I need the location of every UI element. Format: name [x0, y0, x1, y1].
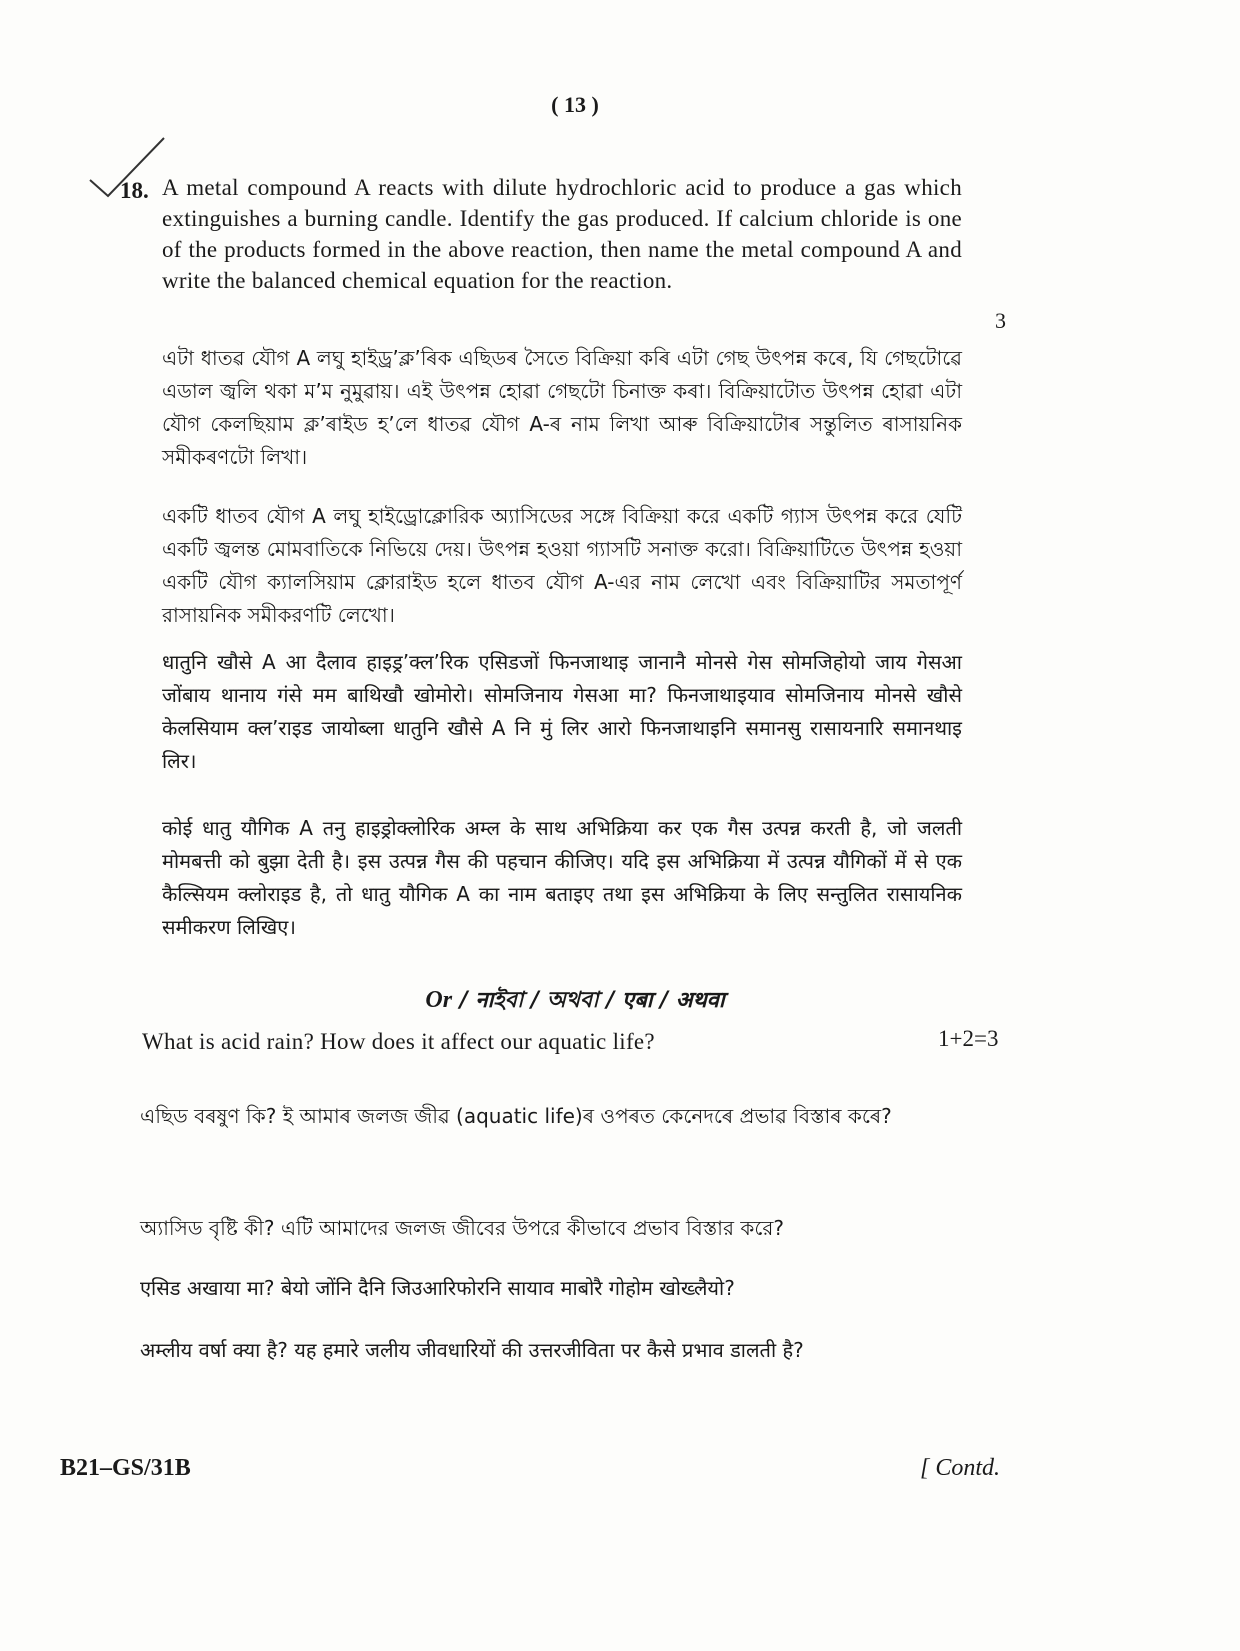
alternative-bodo: एसिड अखाया मा? बेयो जोंनि दैनि जिउआरिफोरनि सायाव माबोरै गोहोम खोख्लैयो?	[140, 1276, 735, 1300]
question-marks: 3	[995, 308, 1006, 333]
question-number: 18.	[120, 178, 149, 203]
question-bengali: একটি ধাতব যৌগ A লঘু হাইড্রোক্লোরিক অ্যাসিডের সঙ্গে বিক্রিয়া করে একটি গ্যাস উৎপন্ন করে যেটি একটি জ্বলন্ত মোমবাতিকে নিভিয়ে দেয়। উৎপন্ন হওয়া গ্যাসটি সনাক্ত করো। বিক্রিয়াটিতে উৎপন্ন হওয়া একটি যৌগ ক্যালসিয়াম ক্লোরাইড হলে ধাতব যৌগ A-এর নাম লেখো এবং বিক্রিয়াটির সমতাপূর্ণ রাসায়নিক সমীকরণটি লেখো।	[162, 504, 962, 627]
or-separator-rest: / नाইবা / অথবা / एबा / अथवा	[452, 988, 725, 1013]
question-english: A metal compound A reacts with dilute hydrochloric acid to produce a gas which extinguishes a burning candle. Identify the gas produced. If calcium chloride is one of the products formed in the above reaction, then name the metal compound A and write the balanced chemical equation for the reaction.	[162, 175, 962, 293]
continued-label: [ Contd.	[920, 1455, 1001, 1481]
alternative-bengali: অ্যাসিড বৃষ্টি কী? এটি আমাদের জলজ জীবের উপরে কীভাবে প্রভাব বিস্তার করে?	[140, 1216, 784, 1240]
alternative-hindi: अम्लीय वर्षा क्या है? यह हमारे जलीय जीवधारियों की उत्तरजीविता पर कैसे प्रभाव डालती है?	[140, 1338, 804, 1362]
alternative-marks: 1+2=3	[938, 1026, 999, 1051]
page-number: ( 13 )	[551, 92, 599, 117]
question-hindi: कोई धातु यौगिक A तनु हाइड्रोक्लोरिक अम्ल के साथ अभिक्रिया कर एक गैस उत्पन्न करती है, जो जलती मोमबत्ती को बुझा देती है। इस उत्पन्न गैस की पहचान कीजिए। यदि इस अभिक्रिया में उत्पन्न यौगिकों में से एक कैल्सियम क्लोराइड है, तो धातु यौगिक A का नाम बताइए तथा इस अभिक्रिया के लिए सन्तुलित रासायनिक समीकरण लिखिए।	[162, 816, 962, 939]
paper-code: B21–GS/31B	[60, 1455, 191, 1481]
alternative-english: What is acid rain? How does it affect our aquatic life?	[142, 1029, 655, 1054]
or-separator-en: Or	[425, 987, 453, 1013]
or-separator	[0, 983, 1150, 1020]
alternative-assamese: এছিড বৰষুণ কি? ই আমাৰ জলজ জীৱ (aquatic life)ৰ ওপৰত কেনেদৰে প্ৰভাৱ বিস্তাৰ কৰে?	[140, 1104, 892, 1128]
question-bodo: धातुनि खौसे A आ दैलाव हाइड्र’क्ल’रिक एसिडजों फिनजाथाइ जानानै मोनसे गेस सोमजिहोयो जाय गेसआ जोंबाय थानाय गंसे मम बाथिखौ खोमोरो। सोमजिनाय गेसआ मा? फिनजाथाइयाव सोमजिनाय मोनसे खौसे केलसियाम क्ल’राइड जायोब्ला धातुनि खौसे A नि मुं लिर आरो फिनजाथाइनि समानसु रासायनारि समानथाइ लिर।	[162, 650, 962, 773]
question-assamese: এটা ধাতৱ যৌগ A লঘু হাইড্ৰ’ক্ল’ৰিক এছিডৰ সৈতে বিক্ৰিয়া কৰি এটা গেছ উৎপন্ন কৰে, যি গেছটোৱে এডাল জ্বলি থকা ম’ম নুমুৱায়। এই উৎপন্ন হোৱা গেছটো চিনাক্ত কৰা। বিক্ৰিয়াটোত উৎপন্ন হোৱা এটা যৌগ কেলছিয়াম ক্ল’ৰাইড হ’লে ধাতৱ যৌগ A-ৰ নাম লিখা আৰু বিক্ৰিয়াটোৰ সন্তুলিত ৰাসায়নিক সমীকৰণটো লিখা।	[162, 346, 962, 469]
